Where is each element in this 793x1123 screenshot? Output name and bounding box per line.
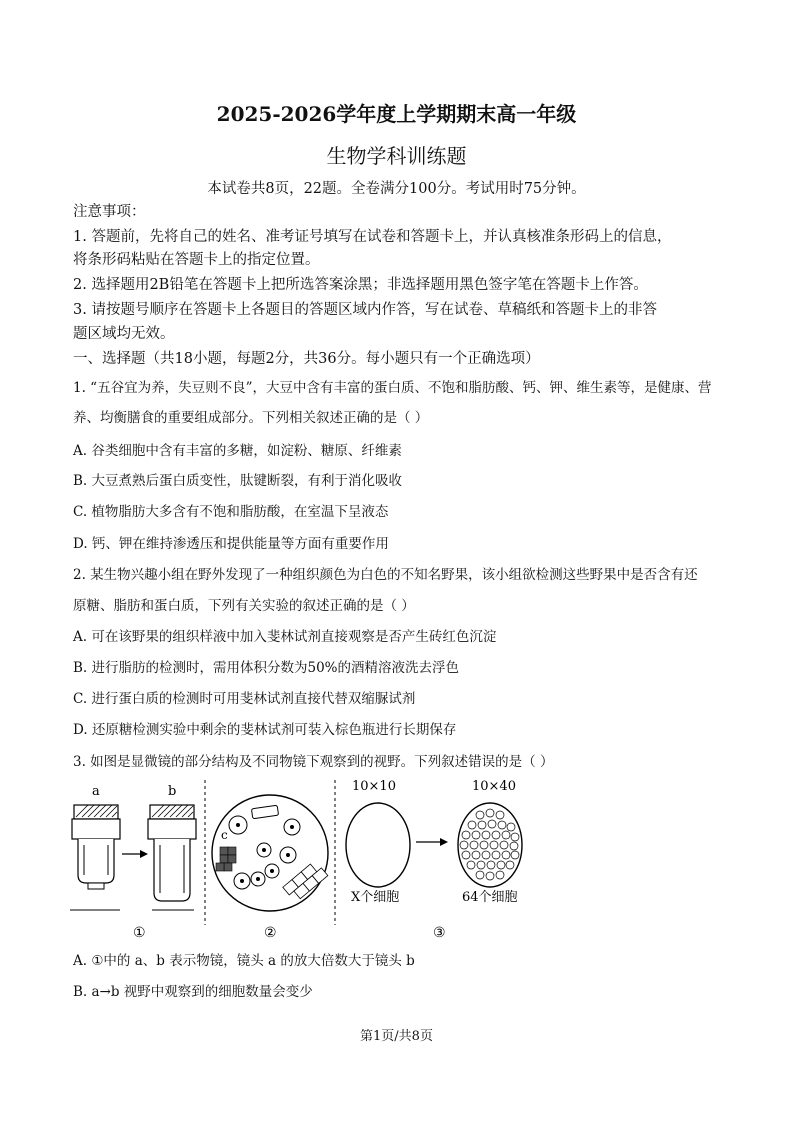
notice-item-1-cont: 将条形码粘贴在答题卡上的指定位置。	[73, 252, 320, 268]
arrow-a-to-b	[122, 850, 148, 858]
question-1-stem-cont: 养、均衡膳食的重要组成部分。下列相关叙述正确的是（ ）	[73, 410, 429, 426]
panel-number-2: ②	[264, 925, 277, 941]
notice-item-2: 2. 选择题用2B铅笔在答题卡上把所选答案涂黑；非选择题用黑色签字笔在答题卡上作答。	[73, 277, 648, 293]
notice-item-3-cont: 题区域均无效。	[73, 326, 175, 342]
panel-number-1: ①	[133, 925, 146, 941]
section-heading: 一、选择题（共18小题，每题2分，共36分。每小题只有一个正确选项）	[73, 351, 540, 367]
low-power-field	[346, 803, 410, 887]
arrow-low-to-high	[416, 838, 448, 846]
question-1-option-d: D. 钙、钾在维持渗透压和提供能量等方面有重要作用	[73, 536, 389, 552]
field-of-view	[212, 795, 328, 911]
objective-lens-b	[148, 805, 196, 901]
page-subtitle: 生物学科训练题	[326, 144, 467, 168]
label-a: a	[92, 784, 100, 799]
question-2-option-a: A. 可在该野果的组织样液中加入斐林试剂直接观察是否产生砖红色沉淀	[73, 629, 497, 645]
high-power-field	[458, 803, 522, 887]
question-1-option-b: B. 大豆煮熟后蛋白质变性，肽键断裂，有利于消化吸收	[73, 473, 403, 489]
question-1-option-a: A. 谷类细胞中含有丰富的多糖，如淀粉、糖原、纤维素	[73, 443, 402, 459]
label-b: b	[168, 784, 177, 799]
microscope-figure	[60, 775, 550, 945]
magnification-low: 10×10	[352, 779, 396, 794]
question-2-option-c: C. 进行蛋白质的检测时可用斐林试剂直接代替双缩脲试剂	[73, 691, 416, 707]
question-1-option-c: C. 植物脂肪大多含有不饱和脂肪酸，在室温下呈液态	[73, 504, 389, 520]
question-3-option-b: B. a→b 视野中观察到的细胞数量会变少	[73, 984, 313, 1000]
question-2-option-d: D. 还原糖检测实验中剩余的斐林试剂可装入棕色瓶进行长期保存	[73, 722, 457, 738]
notice-item-1: 1. 答题前，先将自己的姓名、准考证号填写在试卷和答题卡上，并认真核准条形码上的信息，	[73, 229, 672, 245]
question-2-stem: 2. 某生物兴趣小组在野外发现了一种组织颜色为白色的不知名野果，该小组欲检测这些野果中是否含有还	[73, 567, 698, 583]
question-2-stem-cont: 原糖、脂肪和蛋白质，下列有关实验的叙述正确的是（ ）	[73, 598, 415, 614]
label-c: c	[221, 828, 228, 842]
cell-count-64: 64个细胞	[462, 890, 518, 905]
objective-lens-a	[72, 805, 120, 889]
question-1-stem: 1. “五谷宜为养，失豆则不良”，大豆中含有丰富的蛋白质、不饱和脂肪酸、钙、钾、维生素等，是健康、营	[73, 380, 712, 396]
page-title: 2025-2026学年度上学期期末高一年级	[216, 102, 577, 126]
notice-item-3: 3. 请按题号顺序在答题卡上各题目的答题区域内作答，写在试卷、草稿纸和答题卡上的非答	[73, 302, 657, 318]
notice-heading: 注意事项：	[73, 204, 146, 220]
cell-count-x: X个细胞	[351, 890, 400, 905]
question-3-stem: 3. 如图是显微镜的部分结构及不同物镜下观察到的视野。下列叙述错误的是（ ）	[73, 754, 554, 770]
exam-info: 本试卷共8页，22题。全卷满分100分。考试用时75分钟。	[207, 181, 586, 197]
panel-number-3: ③	[433, 925, 446, 941]
question-2-option-b: B. 进行脂肪的检测时，需用体积分数为50%的酒精溶液洗去浮色	[73, 660, 460, 676]
magnification-high: 10×40	[472, 779, 516, 794]
question-3-option-a: A. ①中的 a、b 表示物镜，镜头 a 的放大倍数大于镜头 b	[73, 953, 415, 969]
page-footer: 第1页/共8页	[360, 1029, 433, 1044]
